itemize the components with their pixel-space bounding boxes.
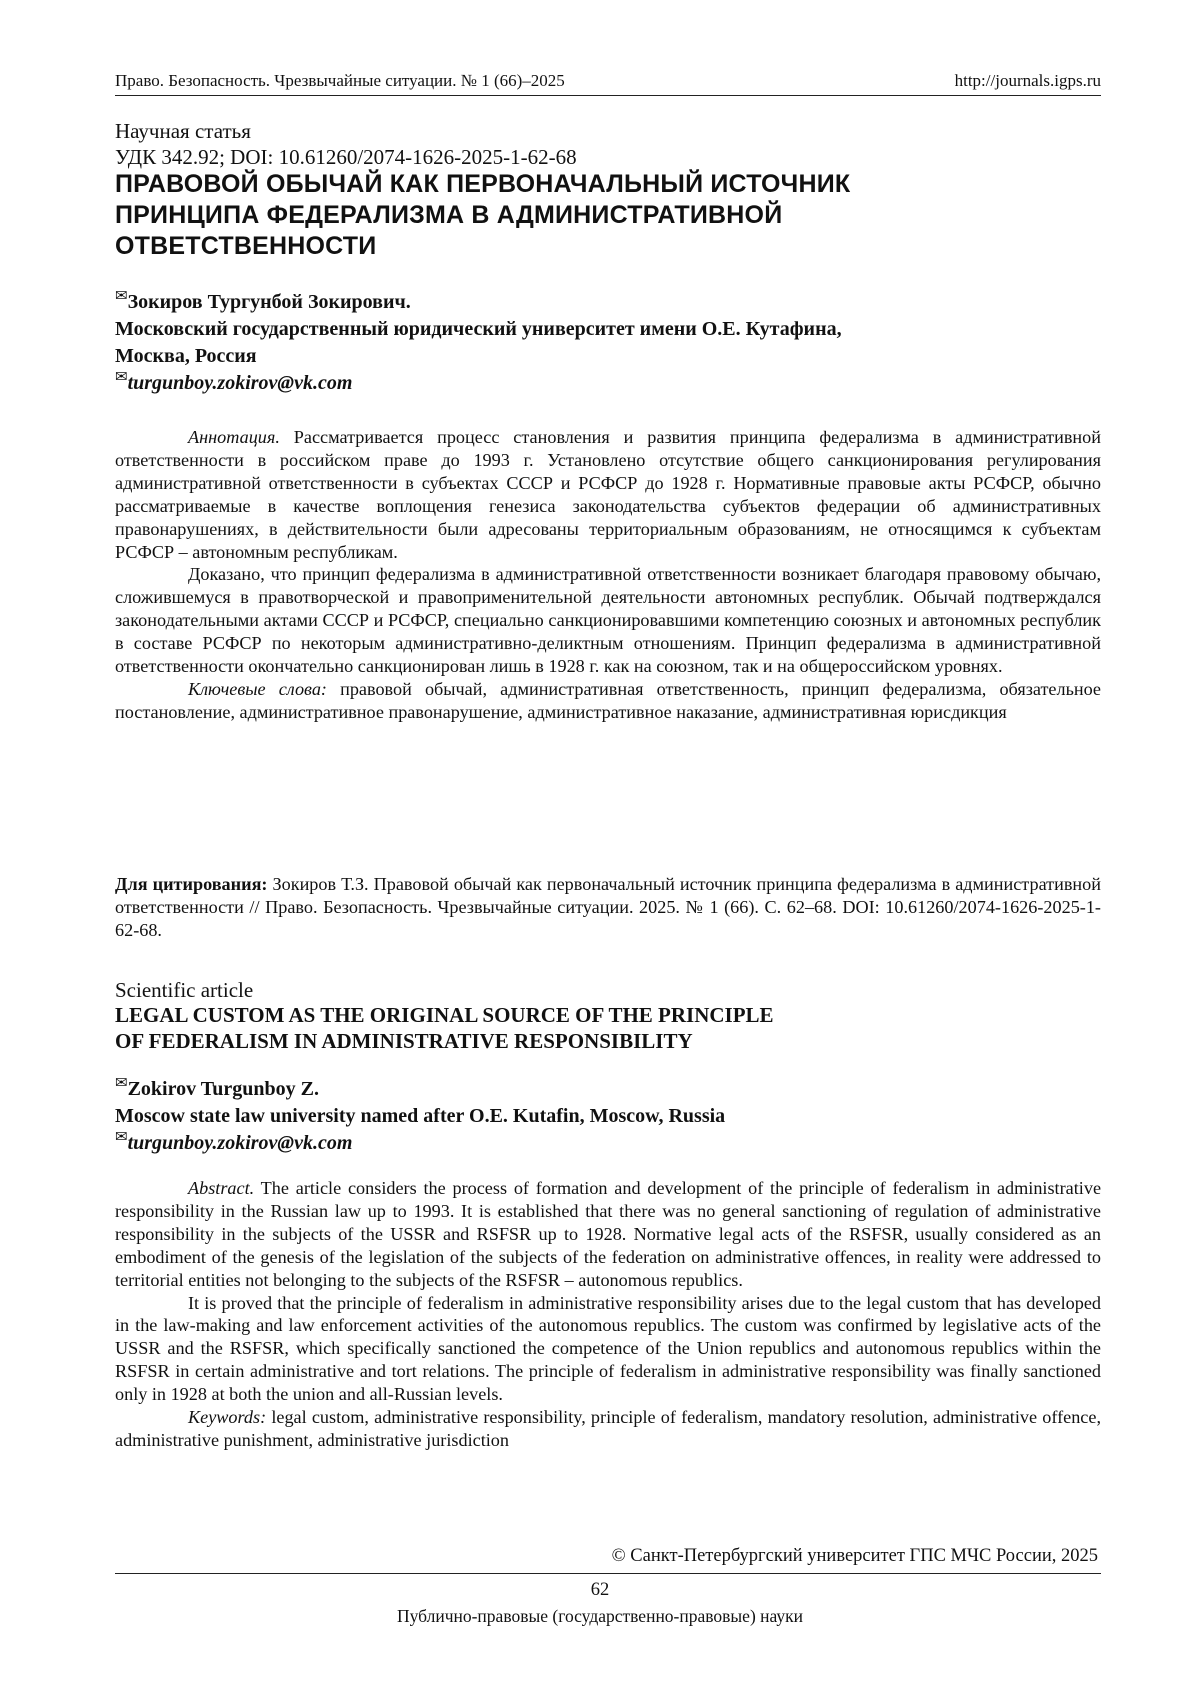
- journal-url[interactable]: http://journals.igps.ru: [954, 71, 1101, 90]
- title-line: LEGAL CUSTOM AS THE ORIGINAL SOURCE OF THE PRINCIPLE: [115, 1003, 774, 1027]
- envelope-icon: ✉: [115, 288, 128, 305]
- citation-paragraph: [115, 873, 1101, 942]
- article-type-ru: Научная статья: [115, 119, 251, 143]
- envelope-icon: ✉: [115, 1129, 128, 1146]
- running-header: [115, 68, 1101, 96]
- envelope-icon: ✉: [115, 369, 128, 386]
- section-name: Публично-правовые (государственно-правовые) науки: [396, 1606, 804, 1626]
- email-text[interactable]: turgunboy.zokirov@vk.com: [127, 372, 353, 394]
- citation-block: [115, 873, 1101, 942]
- keywords-label: Ключевые слова:: [188, 678, 327, 699]
- abstract-label: Аннотация.: [188, 427, 280, 447]
- abstract-ru: [115, 426, 1101, 724]
- abstract-paragraph: Доказано, что принцип федерализма в административной ответственности возникает благодаря правовому обычаю, сложившемуся в правотворческой и правоприменительной деятельности автономных республик. Обычай подтверждался законодательными актами СССР и РСФСР, специально санкционировавшими компетенцию союзных и автономных республик в составе РСФСР по некоторым административно-деликтным отношениям. Принцип федерализма в административной ответственности окончательно санкционирован лишь в 1928 г. как на союзном, так и на общероссийском уровнях.: [115, 564, 1101, 677]
- article-title-ru: [115, 169, 1105, 262]
- author-name-text: Зокиров Тургунбой Зокирович.: [127, 291, 411, 313]
- keywords-text: правовой обычай, административная ответственность, принцип федерализма, обязательное постановление, административное правонарушение, административное наказание, административная юрисдикция: [115, 678, 1101, 722]
- abstract-paragraph: [115, 426, 1101, 563]
- abstract-paragraph: It is proved that the principle of federalism in administrative responsibility arises due to the legal custom that has developed in the law-making and law enforcement activities of the autonomous republics. The custom was confirmed by legislative acts of the USSR and the RSFSR, which specifically sanctioned the competence of the Union republics and autonomous republics within the RSFSR in certain administrative and tort relations. The principle of federalism in administrative responsibility was finally sanctioned only in 1928 at both the union and all-Russian levels.: [115, 1292, 1101, 1405]
- keywords-text: legal custom, administrative responsibility, principle of federalism, mandatory resolution, administrative offence, administrative punishment, administrative jurisdiction: [115, 1407, 1101, 1450]
- title-line: ПРАВОВОЙ ОБЫЧАЙ КАК ПЕРВОНАЧАЛЬНЫЙ ИСТОЧНИК: [115, 170, 851, 198]
- author-block-ru: [115, 289, 1105, 397]
- affiliation-en: Moscow state law university named after O.E. Kutafin, Moscow, Russia: [115, 1105, 726, 1127]
- email-en[interactable]: [115, 1130, 1105, 1157]
- keywords-paragraph: [115, 1406, 1101, 1452]
- abstract-label: Abstract.: [188, 1178, 255, 1198]
- title-line: ПРИНЦИПА ФЕДЕРАЛИЗМА В АДМИНИСТРАТИВНОЙ: [115, 201, 783, 229]
- citation-text: Зокиров Т.З. Правовой обычай как первоначальный источник принципа федерализма в административной ответственности // Право. Безопасность. Чрезвычайные ситуации. 2025. № 1 (66). С. 62–68. DOI: 10.61260/2074-1626-2025-1-62-68.: [115, 874, 1101, 940]
- title-line: ОТВЕТСТВЕННОСТИ: [115, 232, 377, 260]
- page-number: 62: [590, 1580, 610, 1600]
- citation-label: Для цитирования:: [115, 874, 268, 894]
- journal-issue: Право. Безопасность. Чрезвычайные ситуации. № 1 (66)–2025: [115, 71, 565, 90]
- footer-rule: [115, 1573, 1101, 1574]
- article-title-en: [115, 1002, 1105, 1054]
- author-block-en: [115, 1076, 1105, 1157]
- keywords-paragraph: [115, 678, 1101, 724]
- envelope-icon: ✉: [115, 1075, 128, 1092]
- abstract-text: The article considers the process of formation and development of the principle of federalism in administrative responsibility in the Russian law up to 1993. It is established that there was no general sanctioning of regulation of administrative responsibility in the subjects of the USSR and RSFSR up to 1928. Normative legal acts of the RSFSR, usually considered as an embodiment of the genesis of the legislation of the subjects of the federation on administrative offences, in reality were addressed to territorial entities not belonging to the subjects of the RSFSR – autonomous republics.: [115, 1178, 1102, 1290]
- affiliation-ru: Московский государственный юридический университет имени О.Е. Кутафина,: [115, 318, 842, 340]
- title-line: OF FEDERALISM IN ADMINISTRATIVE RESPONSIBILITY: [115, 1029, 693, 1053]
- udc-doi-ru: УДК 342.92; DOI: 10.61260/2074-1626-2025-1-62-68: [115, 145, 577, 169]
- author-name-text: Zokirov Turgunboy Z.: [127, 1078, 319, 1100]
- abstract-text: Рассматривается процесс становления и развития принципа федерализма в административной ответственности в российском праве до 1993 г. Установлено отсутствие общего санкционирования регулирования административной ответственности в субъектах СССР и РСФСР до 1928 г. Нормативные правовые акты РСФСР, обычно рассматриваемые в качестве воплощения генезиса законодательства субъектов федерации об административных правонарушениях, в действительности были адресованы территориальным образованиям, не относящимся к субъектам РСФСР – автономным республикам.: [115, 427, 1101, 562]
- email-text[interactable]: turgunboy.zokirov@vk.com: [127, 1132, 353, 1154]
- keywords-label: Keywords:: [188, 1407, 267, 1428]
- email-ru[interactable]: [115, 370, 1105, 397]
- abstract-en: [115, 1177, 1101, 1452]
- copyright: © Санкт-Петербургский университет ГПС МЧС России, 2025: [611, 1546, 1098, 1566]
- article-type-en: Scientific article: [115, 978, 254, 1002]
- affiliation-city-ru: Москва, Россия: [115, 345, 257, 367]
- author-name-en: [115, 1076, 1105, 1103]
- abstract-paragraph: [115, 1177, 1101, 1292]
- author-name-ru: [115, 289, 1105, 316]
